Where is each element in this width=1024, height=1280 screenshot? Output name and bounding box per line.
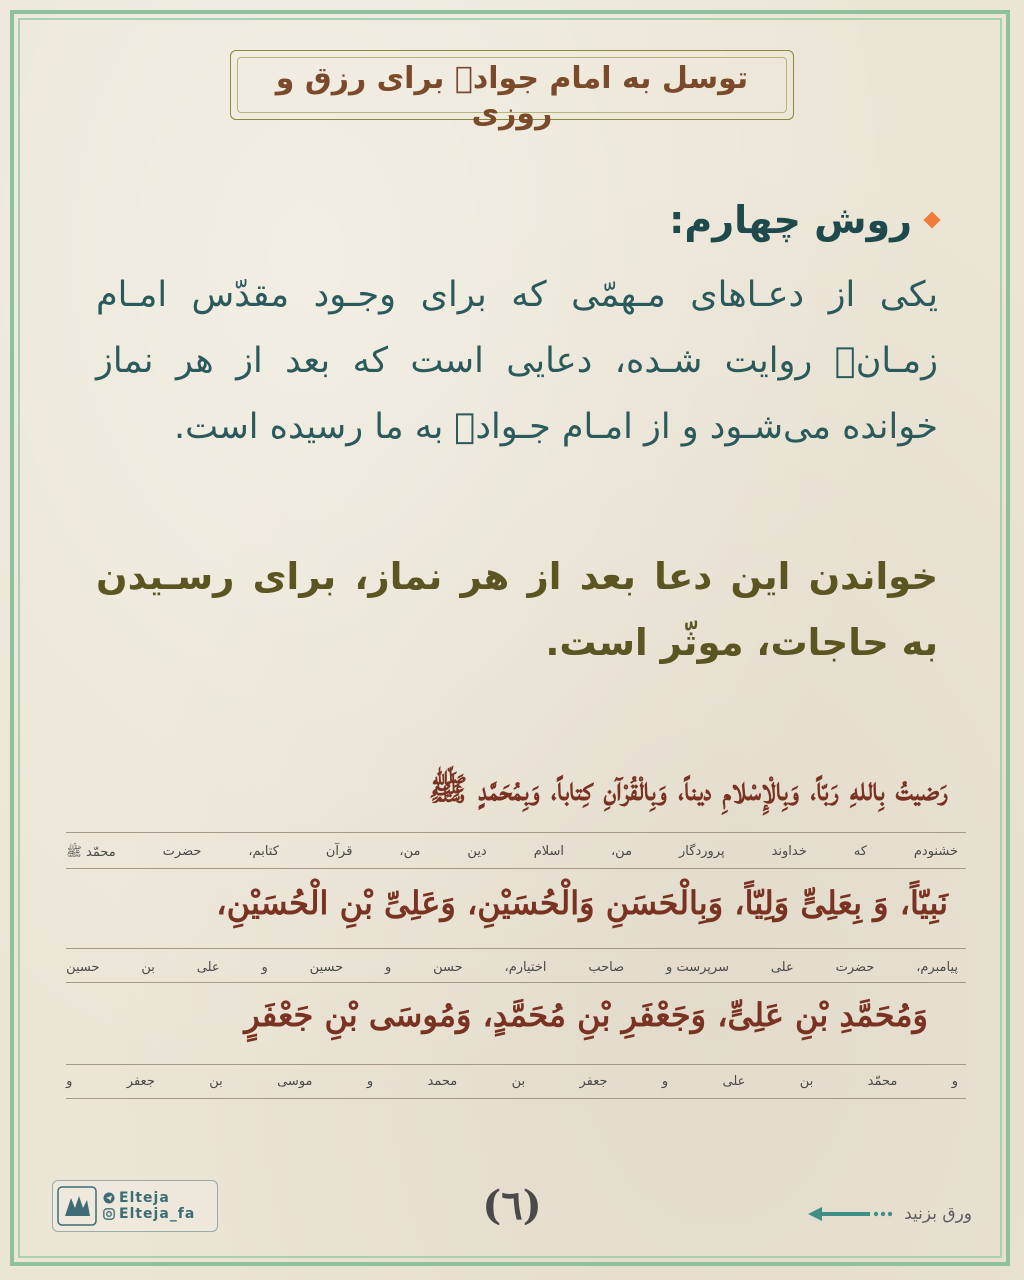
translation-word: کتابم، — [248, 844, 279, 859]
translation-word: حسن — [433, 960, 463, 975]
translation-word: خداوند — [771, 844, 807, 859]
prayer-line-3: وَمُحَمَّدِ بْنِ عَلِیٍّ، وَجَعْفَرِ بْنِ مُحَمَّدٍ، وَمُوسَی بْنِ جَعْفَرٍ — [244, 996, 928, 1034]
translation-word: و — [384, 960, 392, 975]
highlight-paragraph: خواندن این دعا بعد از هر نماز، برای رسـیدن به حاجات، موثّر است. — [96, 555, 938, 664]
translation-word: علی — [722, 1074, 746, 1089]
translation-word: حسین — [309, 960, 344, 975]
translation-word: جعفر — [579, 1074, 608, 1089]
translation-word: پیامبرم، — [916, 960, 958, 975]
divider — [66, 1064, 966, 1065]
section-heading — [669, 198, 938, 242]
translation-word: و — [261, 960, 268, 975]
translation-word: و — [661, 1074, 669, 1089]
translation-word: حسین — [66, 960, 100, 975]
translation-word: جعفر — [126, 1074, 155, 1089]
translation-word: علی — [770, 960, 794, 975]
translation-word: حضرت — [835, 960, 875, 975]
divider — [66, 868, 966, 869]
prayer-line-2: نَبِیّاً، وَ بِعَلِیٍّ وَلِیّاً، وَبِالْحَسَنِ وَالْحُسَیْنِ، وَعَلِیِّ بْنِ الْحُسَیْنِ، — [216, 884, 948, 922]
translation-word: محمد — [427, 1074, 458, 1089]
translation-word: بن — [141, 960, 155, 975]
translation-word: قرآن — [325, 844, 353, 859]
section-heading-text: روش چهارم: — [669, 198, 912, 242]
translation-word: من، — [610, 844, 633, 859]
intro-paragraph: یکی از دعـاهای مـهمّی که برای وجـود مقدّس امـام زمـانؑ روایت شـده، دعایی است که بعد از هر نماز خوانده می‌شـود و از امـام جـوادؑ به ما رسیده است. — [96, 275, 938, 447]
prayer-line-1: رَضیتُ بِاللهِ رَبّاً، وَبِالْإِسْلامِ دیناً، وَبِالْقُرْآنِ کِتاباً، وَبِمُحَمَّدٍ ﷺ — [428, 770, 948, 808]
translation-word: که — [853, 844, 867, 859]
translation-word: علی — [196, 960, 220, 975]
telegram-handle-text: Elteja — [119, 1190, 170, 1206]
translation-word: حضرت — [162, 844, 202, 859]
translation-word: بن — [209, 1074, 223, 1089]
translation-word: دین — [467, 844, 487, 859]
translation-word: بن — [511, 1074, 526, 1089]
translation-word: و — [951, 1074, 958, 1089]
translation-word: پروردگار — [679, 844, 725, 859]
translation-word: بن — [799, 1074, 814, 1089]
next-page-hint[interactable] — [804, 1204, 972, 1224]
translation-word: و — [366, 1074, 374, 1089]
translation-word: خشنودم — [913, 844, 958, 859]
instagram-handle-text: Elteja_fa — [119, 1206, 196, 1222]
next-page-label: ورق بزنید — [904, 1204, 972, 1224]
translation-word: و — [66, 1074, 73, 1089]
page-number: (٦) — [482, 1182, 542, 1229]
divider — [66, 832, 966, 833]
divider — [66, 948, 966, 949]
translation-word: صاحب — [588, 960, 625, 975]
divider — [66, 1098, 966, 1099]
translation-word: اختیارم، — [504, 960, 547, 975]
arrow-left-icon — [804, 1206, 894, 1222]
page-title: توسل به امام جوادؑ برای رزق و روزی — [275, 61, 749, 131]
translation-line-1 — [66, 844, 958, 863]
translation-word: من، — [399, 844, 421, 859]
translation-word: سرپرست و — [666, 960, 729, 975]
translation-word: موسی — [277, 1074, 313, 1089]
divider — [66, 982, 966, 983]
translation-line-3 — [66, 1074, 958, 1089]
orange-diamond-bullet-icon — [924, 212, 941, 229]
translation-line-2 — [66, 960, 958, 975]
translation-word: محمّد ﷺ — [66, 845, 116, 860]
translation-word: اسلام — [533, 844, 565, 859]
title-box — [230, 50, 794, 131]
translation-word: محمّد — [867, 1074, 898, 1089]
